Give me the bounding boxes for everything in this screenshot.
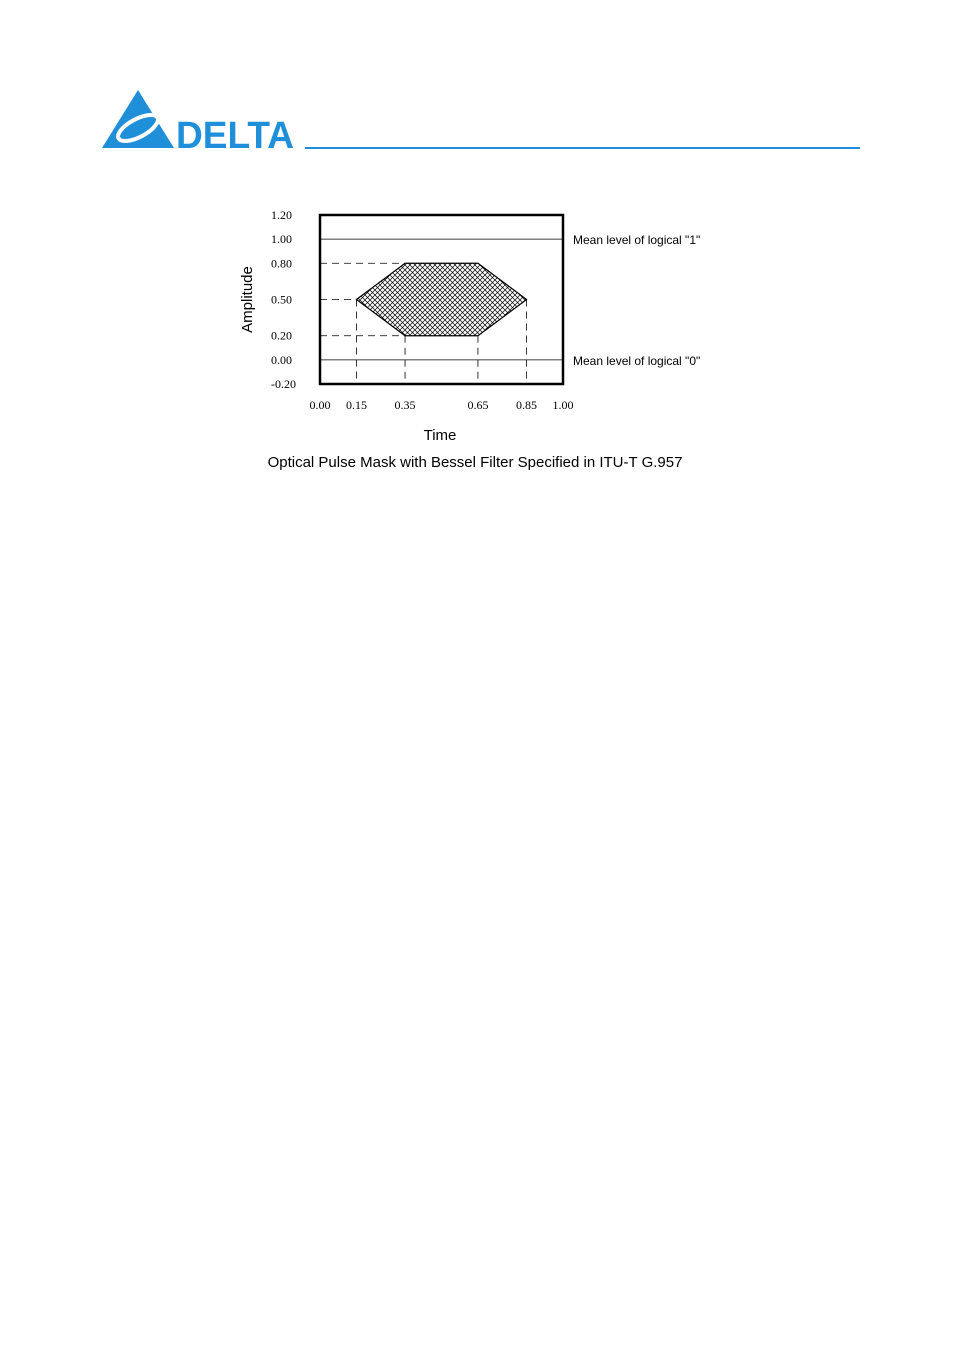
pulse-mask-chart [225, 200, 745, 480]
header-rule [305, 147, 860, 149]
mask-region [356, 263, 526, 335]
reference-line-label-0: Mean level of logical "1" [573, 233, 701, 248]
x-tick-label-5: 1.00 [552, 398, 574, 412]
reference-line-label-1: Mean level of logical "0" [573, 353, 701, 368]
x-tick-label-0: 0.00 [309, 398, 331, 412]
x-tick-label-1: 0.15 [345, 398, 367, 412]
x-tick-label-4: 0.85 [516, 398, 538, 412]
x-tick-label-2: 0.35 [394, 398, 416, 412]
delta-logo-text: DELTA [176, 115, 294, 150]
y-tick-label-0: 1.20 [271, 208, 292, 222]
y-tick-label-5: 0.00 [271, 352, 292, 367]
y-tick-label-3: 0.50 [271, 292, 292, 307]
y-tick-label-6: -0.20 [271, 377, 296, 391]
chart-title: Optical Pulse Mask with Bessel Filter Specified in ITU-T G.957 [267, 454, 683, 471]
x-tick-label-3: 0.65 [467, 398, 489, 412]
y-axis-label: Amplitude [239, 266, 256, 333]
y-tick-label-1: 1.00 [271, 232, 292, 247]
y-tick-label-2: 0.80 [271, 256, 292, 271]
x-axis-label: Time [423, 427, 457, 444]
delta-logo [100, 88, 300, 150]
y-tick-label-4: 0.20 [271, 328, 292, 343]
